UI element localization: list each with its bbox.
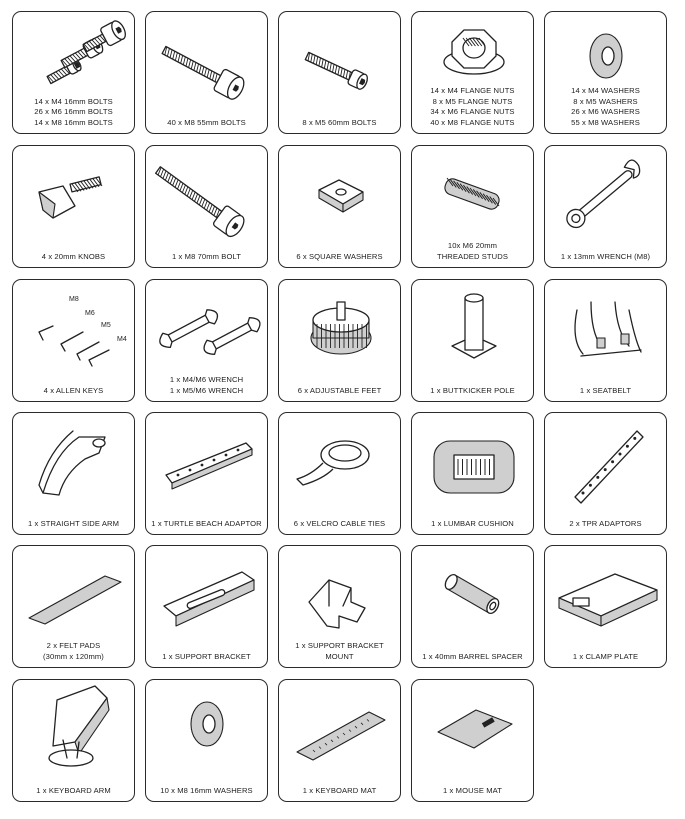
part-card-bolts-m5-60: [278, 11, 401, 134]
part-card-keyboard-arm: [12, 679, 135, 802]
part-caption-line: 14 x M4 16mm BOLTS: [34, 96, 113, 106]
part-caption-line: 1 x MOUSE MAT: [443, 785, 502, 795]
part-card-buttkicker-pole: [411, 279, 534, 402]
part-caption-line: 1 x CLAMP PLATE: [572, 651, 639, 661]
part-caption: [414, 86, 531, 128]
part-caption-line: 1 x TURTLE BEACH ADAPTOR: [151, 518, 262, 528]
part-caption: [15, 519, 132, 529]
part-card-open-wrenches: [145, 279, 268, 402]
part-caption-line: 2 x FELT PADS: [46, 641, 101, 651]
medium-bolt-icon: [279, 12, 401, 104]
part-caption: [281, 252, 398, 262]
part-caption-line: 55 x M8 WASHERS: [571, 117, 640, 127]
part-card-threaded-studs: [411, 145, 534, 268]
part-caption: [547, 652, 664, 662]
part-caption-line: 1 x M4/M6 WRENCH: [169, 375, 244, 385]
part-caption: [148, 375, 265, 396]
knob-icon: [13, 146, 135, 238]
part-caption: [414, 241, 531, 262]
seatbelt-icon: [545, 280, 667, 372]
part-caption: [148, 652, 265, 662]
part-card-m8-washers: [145, 679, 268, 802]
part-caption: [281, 786, 398, 796]
washer-icon: [146, 680, 268, 772]
part-card-wrench-13: [544, 145, 667, 268]
part-caption: [15, 386, 132, 396]
part-caption-line: 1 x 13mm WRENCH (M8): [560, 251, 651, 261]
part-caption-line: 8 x M5 60mm BOLTS: [302, 117, 377, 127]
part-caption: [148, 786, 265, 796]
part-caption-line: 26 x M6 16mm BOLTS: [34, 107, 113, 117]
part-caption-line: 1 x SEATBELT: [579, 385, 632, 395]
part-caption-line: 4 x ALLEN KEYS: [43, 385, 104, 395]
support-bracket-icon: [146, 546, 268, 638]
part-card-allen-keys: [12, 279, 135, 402]
part-caption: [547, 386, 664, 396]
part-card-bolts-m4-m6-m8: [12, 11, 135, 134]
part-card-clamp-plate: [544, 545, 667, 668]
part-caption: [547, 86, 664, 128]
part-caption: [15, 786, 132, 796]
part-caption-line: 1 x 40mm BARREL SPACER: [422, 651, 523, 661]
part-caption-line: 10 x M8 16mm WASHERS: [160, 785, 253, 795]
part-card-keyboard-mat: [278, 679, 401, 802]
threaded-stud-icon: [412, 146, 534, 238]
part-card-bolts-m8-55: [145, 11, 268, 134]
allen-key-size-label: M6: [85, 310, 95, 317]
part-caption: [414, 519, 531, 529]
pole-icon: [412, 280, 534, 372]
allen-key-size-label: M5: [101, 322, 111, 329]
part-caption-line: 1 x BUTTKICKER POLE: [430, 385, 515, 395]
keyboard-mat-icon: [279, 680, 401, 772]
part-caption: [148, 118, 265, 128]
adjustable-foot-icon: [279, 280, 401, 372]
part-card-mouse-mat: [411, 679, 534, 802]
part-caption: [414, 652, 531, 662]
part-caption-line: 14 x M4 WASHERS: [571, 86, 640, 96]
barrel-spacer-icon: [412, 546, 534, 638]
part-caption-line: 2 x TPR ADAPTORS: [569, 518, 642, 528]
keyboard-arm-icon: [13, 680, 135, 772]
velcro-roll-icon: [279, 413, 401, 505]
bracket-mount-icon: [279, 546, 401, 638]
cushion-icon: [412, 413, 534, 505]
part-card-lumbar-cushion: [411, 412, 534, 535]
allen-keys-icon: [13, 280, 135, 372]
part-caption: [15, 641, 132, 662]
clamp-plate-icon: [545, 546, 667, 638]
part-caption: [414, 386, 531, 396]
part-card-felt-pads: [12, 545, 135, 668]
part-caption-line: 8 x M5 WASHERS: [573, 96, 638, 106]
part-caption: [15, 252, 132, 262]
part-caption: [547, 252, 664, 262]
part-caption-line: 1 x KEYBOARD ARM: [36, 785, 111, 795]
open-end-wrenches-icon: [146, 280, 268, 372]
part-card-seatbelt: [544, 279, 667, 402]
long-bolt-icon: [146, 12, 268, 104]
part-card-velcro-ties: [278, 412, 401, 535]
part-caption-line: 1 x M8 70mm BOLT: [172, 251, 241, 261]
part-caption-line: 1 x SUPPORT BRACKET: [295, 641, 384, 651]
part-caption-line: 4 x 20mm KNOBS: [41, 251, 106, 261]
part-caption: [148, 252, 265, 262]
socket-bolts-icon: [13, 12, 135, 104]
part-card-washers: [544, 11, 667, 134]
part-card-tpr-adaptors: [544, 412, 667, 535]
part-caption-line: (30mm x 120mm): [43, 651, 104, 661]
part-card-adjustable-feet: [278, 279, 401, 402]
adaptor-plate-icon: [146, 413, 268, 505]
part-caption-line: 14 x M8 16mm BOLTS: [34, 117, 113, 127]
part-caption-line: 40 x M8 55mm BOLTS: [167, 117, 246, 127]
combination-wrench-icon: [545, 146, 667, 238]
part-caption: [547, 519, 664, 529]
part-card-support-bracket: [145, 545, 268, 668]
part-caption: [414, 786, 531, 796]
part-caption-line: 6 x ADJUSTABLE FEET: [297, 385, 382, 395]
part-caption: [281, 118, 398, 128]
part-caption-line: 8 x M5 FLANGE NUTS: [432, 96, 513, 106]
part-caption-line: 1 x KEYBOARD MAT: [302, 785, 377, 795]
long-bolt-icon: [146, 146, 268, 238]
part-caption-line: THREADED STUDS: [436, 251, 508, 261]
mouse-mat-icon: [412, 680, 534, 772]
part-caption-line: 1 x M5/M6 WRENCH: [169, 385, 244, 395]
part-caption: [148, 519, 265, 529]
part-caption: [281, 519, 398, 529]
part-caption-line: 26 x M6 WASHERS: [571, 107, 640, 117]
part-card-straight-side-arm: [12, 412, 135, 535]
side-arm-icon: [13, 413, 135, 505]
square-washer-icon: [279, 146, 401, 238]
part-caption-line: 6 x SQUARE WASHERS: [296, 251, 383, 261]
part-caption-line: 1 x SUPPORT BRACKET: [162, 651, 251, 661]
part-caption: [15, 97, 132, 128]
part-caption-line: 14 x M4 FLANGE NUTS: [430, 86, 515, 96]
part-card-turtle-beach-adaptor: [145, 412, 268, 535]
felt-pad-icon: [13, 546, 135, 638]
part-card-bolt-m8-70: [145, 145, 268, 268]
part-card-support-bracket-mount: [278, 545, 401, 668]
part-caption-line: 6 x VELCRO CABLE TIES: [293, 518, 386, 528]
part-caption-line: 10x M6 20mm: [447, 241, 498, 251]
part-card-flange-nuts: [411, 11, 534, 134]
part-caption: [281, 386, 398, 396]
part-card-square-washers: [278, 145, 401, 268]
part-caption-line: 1 x LUMBAR CUSHION: [431, 518, 514, 528]
tpr-adaptor-icon: [545, 413, 667, 505]
part-caption: [281, 641, 398, 662]
part-caption-line: 40 x M8 FLANGE NUTS: [430, 117, 515, 127]
allen-key-size-label: M8: [69, 296, 79, 303]
part-card-knobs: [12, 145, 135, 268]
part-caption-line: 34 x M6 FLANGE NUTS: [430, 107, 515, 117]
part-caption-line: MOUNT: [325, 651, 354, 661]
part-card-barrel-spacer: [411, 545, 534, 668]
allen-key-size-label: M4: [117, 336, 127, 343]
part-caption-line: 1 x STRAIGHT SIDE ARM: [28, 518, 119, 528]
